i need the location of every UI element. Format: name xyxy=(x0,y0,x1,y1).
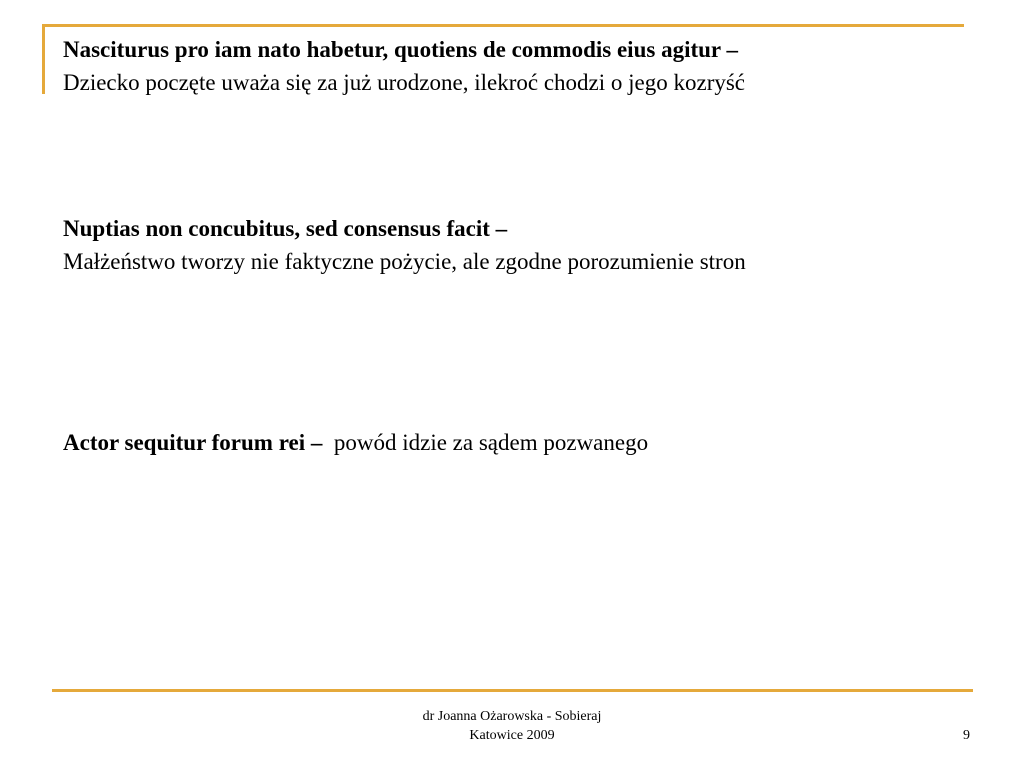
maxim-3 xyxy=(63,426,648,459)
maxim-2-polish: Małżeństwo tworzy nie faktyczne pożycie, ale zgodne porozumienie stron xyxy=(63,249,746,274)
maxim-2-latin: Nuptias non concubitus, sed consensus facit – xyxy=(63,216,508,241)
footer-rule xyxy=(52,689,973,692)
footer-credit xyxy=(0,707,1024,745)
left-rule xyxy=(42,24,45,94)
footer-author: dr Joanna Ożarowska - Sobieraj xyxy=(422,709,602,724)
maxim-1-polish: Dziecko poczęte uważa się za już urodzone, ilekroć chodzi o jego kozryść xyxy=(63,70,746,95)
page-number: 9 xyxy=(963,728,970,743)
top-rule xyxy=(42,24,964,27)
footer-place-year: Katowice 2009 xyxy=(469,728,555,743)
maxim-1 xyxy=(63,33,745,99)
maxim-3-latin: Actor sequitur forum rei – xyxy=(63,430,323,455)
maxim-3-polish: powód idzie za sądem pozwanego xyxy=(333,430,649,455)
maxim-1-latin: Nasciturus pro iam nato habetur, quotiens de commodis eius agitur – xyxy=(63,37,738,62)
maxim-2 xyxy=(63,212,746,278)
